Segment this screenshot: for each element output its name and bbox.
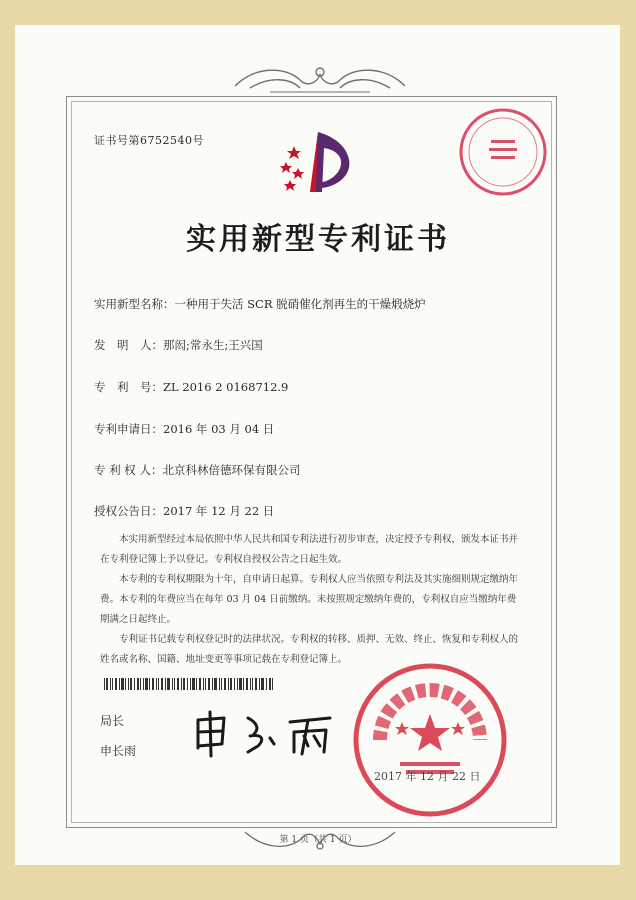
director-title: 局长: [100, 714, 125, 728]
field-value: 2016 年 03 月 04 日: [163, 422, 275, 436]
director-name: 申长雨: [100, 744, 137, 758]
field-label: 专 利 号：: [94, 380, 163, 394]
utility-model-name-field: [94, 296, 426, 312]
certificate-number: 证书号第6752540号: [94, 134, 204, 147]
grant-statement-paragraph: 本实用新型经过本局依照中华人民共和国专利法进行初步审查，决定授予专利权，颁发本证书并在专利登记簿上予以登记。专利权自授权公告之日起生效。: [100, 534, 519, 565]
field-label: 专利申请日：: [94, 422, 163, 436]
barcode: [104, 678, 274, 690]
page-number: 第 1 页（共 1 页）: [279, 835, 357, 845]
field-value: 那闳;常永生;王兴国: [163, 338, 263, 352]
term-statement-paragraph: 本专利的专利权期限为十年，自申请日起算。专利权人应当依照专利法及其实施细则规定缴纳年费。本专利的年费应当在每年 03 月 04 日前缴纳。未按照规定缴纳年费的，专利权自应当缴纳年费期满之日起终止。: [100, 574, 519, 625]
field-label: 实用新型名称：: [94, 297, 175, 311]
patentee-field: [94, 462, 300, 478]
special-seal-stamp: [457, 106, 549, 198]
certificate-title: 实用新型专利证书: [186, 222, 450, 257]
seal-date: 2017 年 12 月 22 日: [374, 770, 481, 783]
application-date-field: [94, 421, 274, 437]
inventor-field: [94, 337, 263, 353]
field-value: 一种用于失活 SCR 脱硝催化剂再生的干燥煅烧炉: [174, 297, 426, 311]
grant-date-field: [94, 503, 274, 519]
field-label: 发 明 人：: [94, 338, 163, 352]
top-ornament: [230, 62, 410, 94]
field-label: 授权公告日：: [94, 504, 163, 518]
field-value: 2017 年 12 月 22 日: [163, 504, 275, 518]
handwritten-signature: [190, 708, 340, 758]
patent-number-field: [94, 379, 288, 395]
record-statement-paragraph: 专利证书记载专利权登记时的法律状况。专利权的转移、质押、无效、终止、恢复和专利权人的姓名或名称、国籍、地址变更等事项记载在专利登记簿上。: [100, 634, 519, 665]
field-value: ZL 2016 2 0168712.9: [163, 380, 289, 394]
official-seal-stamp: [350, 660, 510, 820]
sipo-logo-icon: [276, 128, 358, 198]
field-label: 专 利 权 人：: [94, 463, 163, 477]
field-value: 北京科林倍德环保有限公司: [162, 463, 301, 477]
